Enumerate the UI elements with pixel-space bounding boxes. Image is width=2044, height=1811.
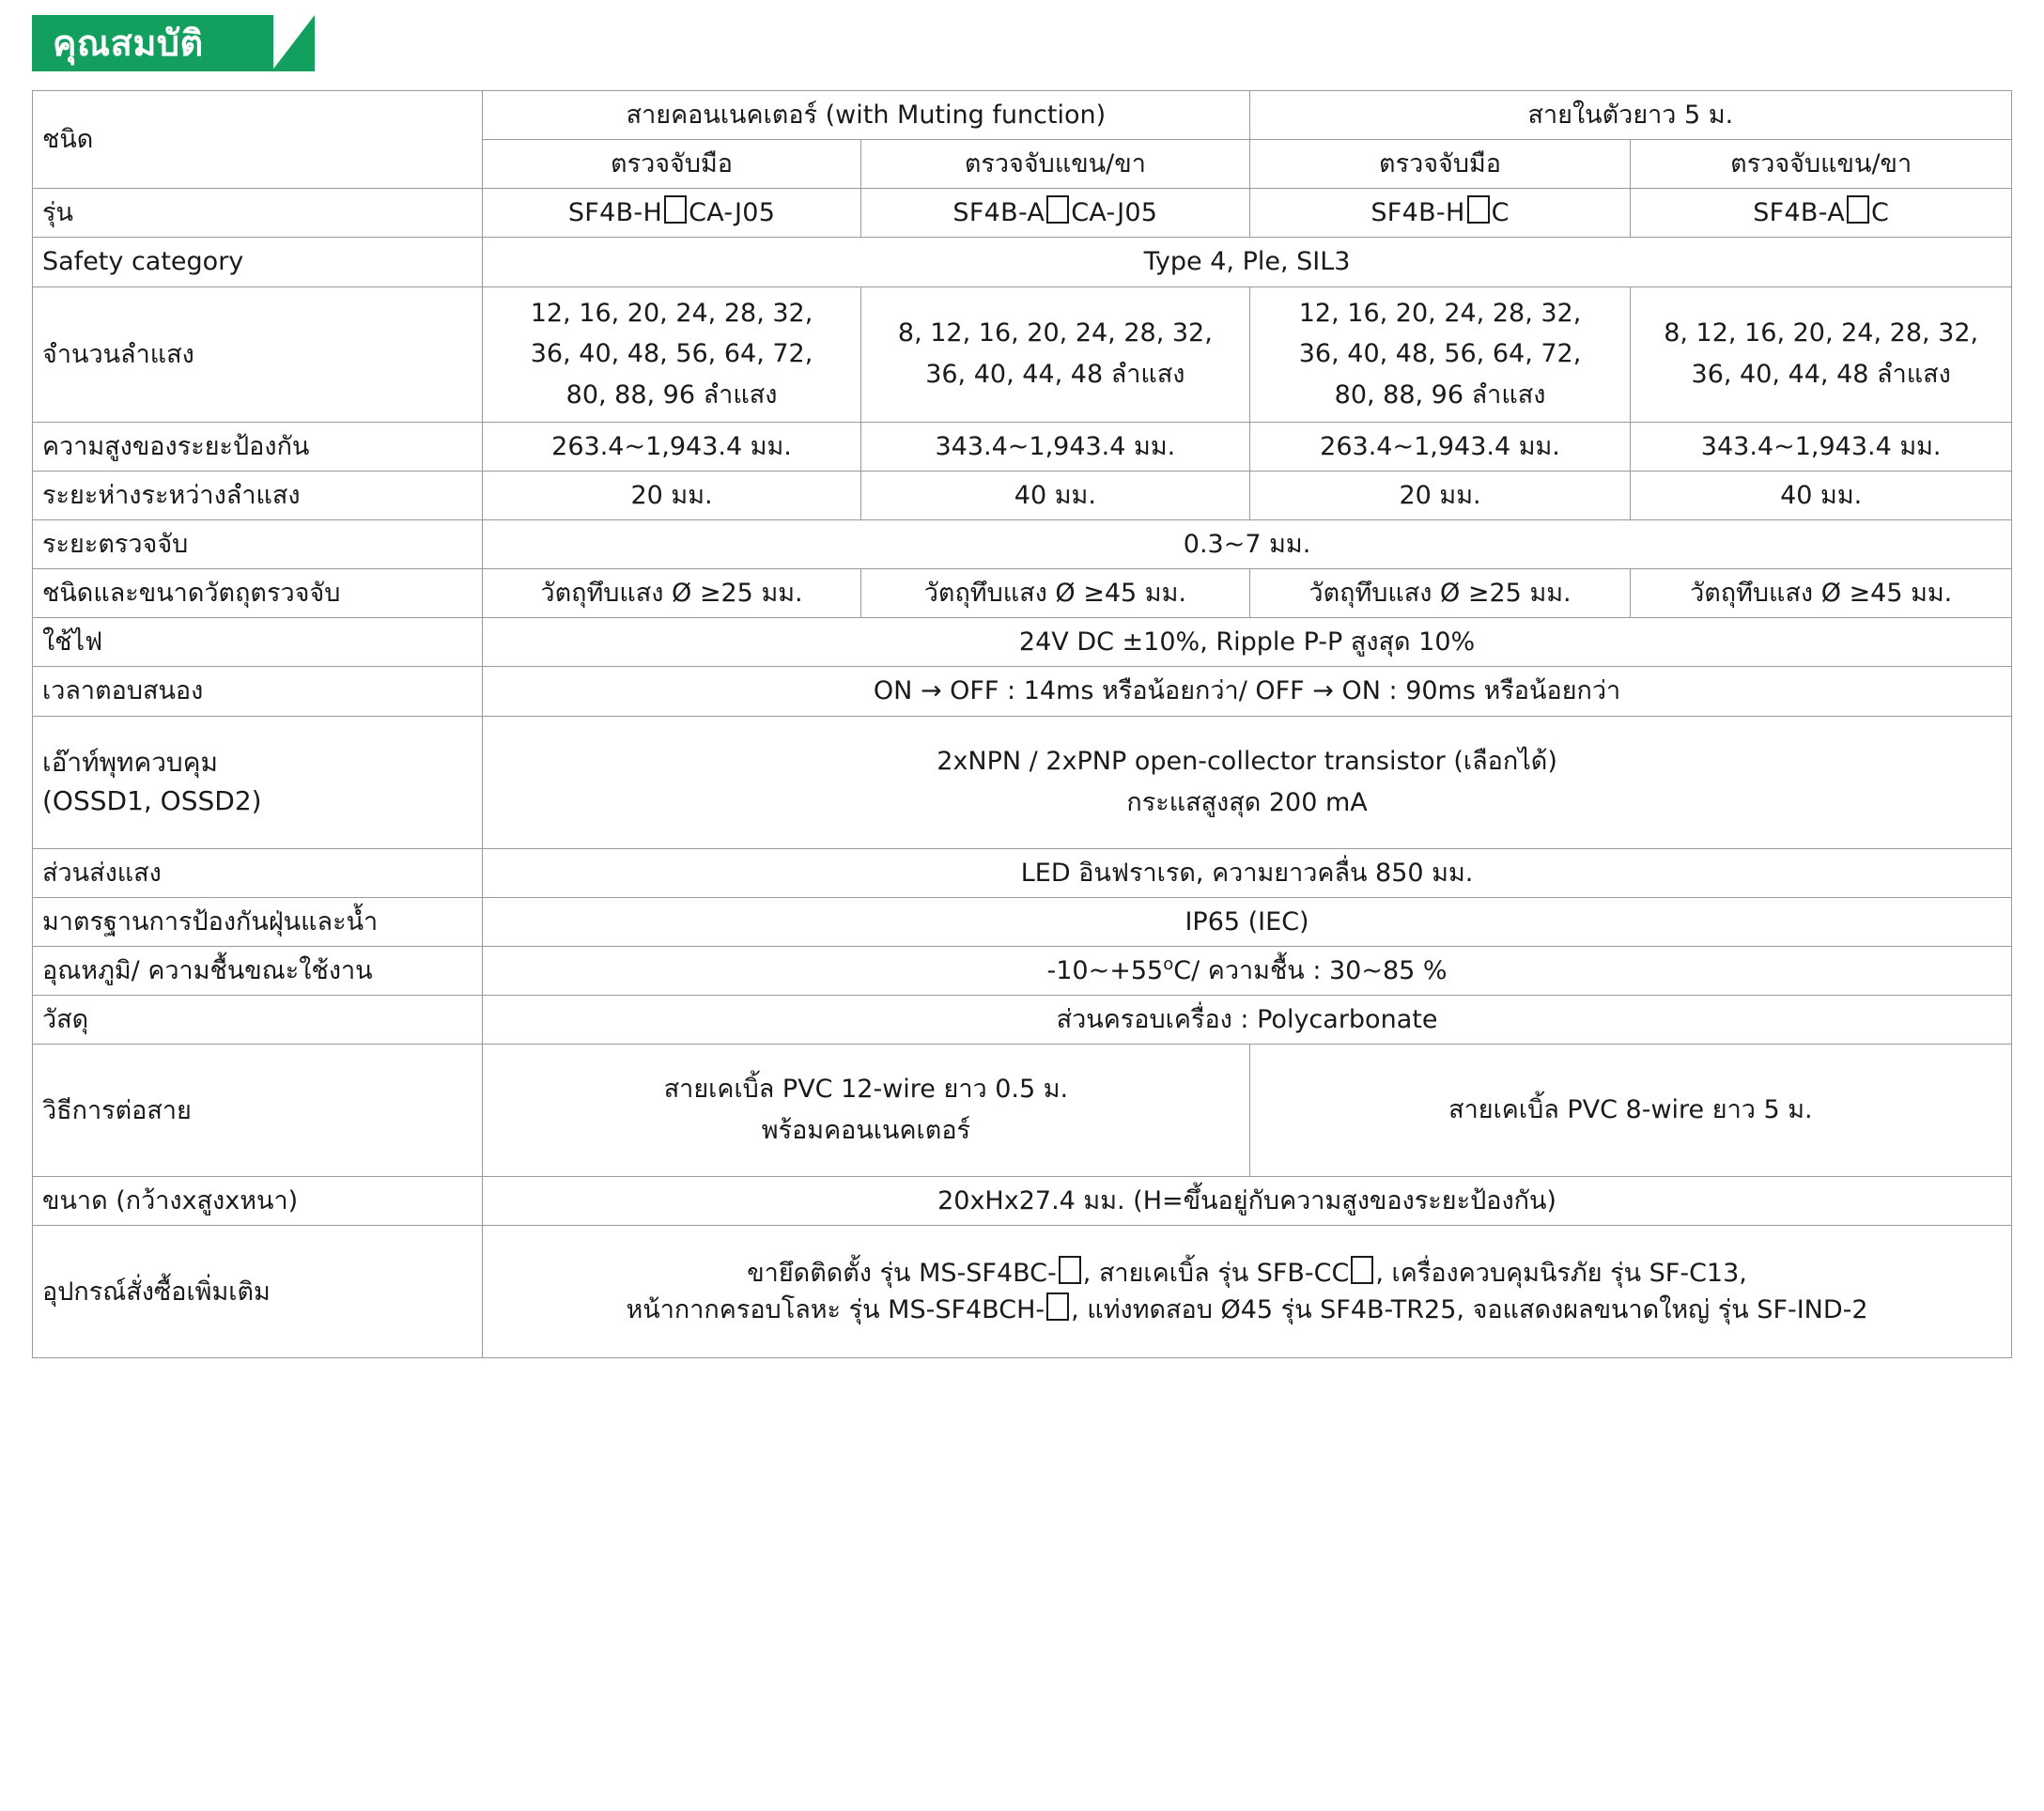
model-prefix-4: SF4B-A <box>1753 198 1845 228</box>
value-protection-height-3: 263.4~1,943.4 มม. <box>1249 422 1631 471</box>
table-row-emitter <box>33 848 2012 897</box>
accessory-text: หน้ากากครอบโลหะ รุ่น MS-SF4BCH- <box>626 1295 1045 1325</box>
value-power-supply: 24V DC ±10%, Ripple P-P สูงสุด 10% <box>483 618 2012 667</box>
value-beam-count-1 <box>483 286 861 422</box>
row-label-type: ชนิด <box>33 91 483 189</box>
value-beam-count-4 <box>1631 286 2012 422</box>
value-temperature-humidity <box>483 946 2012 995</box>
value-beam-count-3 <box>1249 286 1631 422</box>
model-suffix-2: CA-J05 <box>1071 198 1158 228</box>
wiring-line: พร้อมคอนเนคเตอร์ <box>761 1116 971 1146</box>
sub-header-armleg-2: ตรวจจับแขน/ขา <box>1631 140 2012 189</box>
value-protection-height-2: 343.4~1,943.4 มม. <box>860 422 1249 471</box>
banner-rule <box>32 69 2012 73</box>
table-row-dimensions <box>33 1177 2012 1226</box>
wiring-line: สายเคเบิ้ล PVC 12-wire ยาว 0.5 ม. <box>663 1075 1069 1105</box>
square-placeholder-icon <box>1351 1256 1373 1284</box>
beam-line: 8, 12, 16, 20, 24, 28, 32, <box>897 318 1213 348</box>
table-row-accessories <box>33 1226 2012 1358</box>
row-label-accessories: อุปกรณ์สั่งซื้อเพิ่มเติม <box>33 1226 483 1358</box>
wiring-line: สายเคเบิ้ล PVC 8-wire ยาว 5 ม. <box>1448 1095 1813 1125</box>
row-label-beam-pitch: ระยะห่างระหว่างลำแสง <box>33 471 483 519</box>
row-label-model: รุ่น <box>33 189 483 238</box>
model-prefix-1: SF4B-H <box>567 198 663 228</box>
table-row-protection-height <box>33 422 2012 471</box>
section-banner <box>32 15 2012 86</box>
model-prefix-3: SF4B-H <box>1370 198 1465 228</box>
value-protection-height-1: 263.4~1,943.4 มม. <box>483 422 861 471</box>
value-beam-pitch-4: 40 มม. <box>1631 471 2012 519</box>
row-label-sensing-range: ระยะตรวจจับ <box>33 520 483 569</box>
sub-header-armleg-1: ตรวจจับแขน/ขา <box>860 140 1249 189</box>
row-label-control-output-line2: (OSSD1, OSSD2) <box>42 784 262 816</box>
table-row-sensing-range <box>33 520 2012 569</box>
table-row-control-output <box>33 716 2012 848</box>
group-header-builtin-cable: สายในตัวยาว 5 ม. <box>1249 91 2011 140</box>
row-label-object-size: ชนิดและขนาดวัตถุตรวจจับ <box>33 569 483 618</box>
beam-line: 36, 40, 44, 48 ลำแสง <box>1691 360 1951 390</box>
control-output-line: 2xNPN / 2xPNP open-collector transistor (เลือกได้) <box>937 746 1557 776</box>
specification-table <box>32 90 2012 1358</box>
table-row-type-group <box>33 91 2012 140</box>
value-material: ส่วนครอบเครื่อง : Polycarbonate <box>483 996 2012 1045</box>
model-prefix-2: SF4B-A <box>952 198 1045 228</box>
row-label-emitter: ส่วนส่งแสง <box>33 848 483 897</box>
row-label-protection-height: ความสูงของระยะป้องกัน <box>33 422 483 471</box>
table-row-beam-pitch <box>33 471 2012 519</box>
temp-post: C/ ความชื้น : 30~85 % <box>1173 955 1448 985</box>
table-row-material <box>33 996 2012 1045</box>
square-placeholder-icon <box>1467 195 1490 224</box>
value-dimensions: 20xHx27.4 มม. (H=ขึ้นอยู่กับความสูงของระยะป้องกัน) <box>483 1177 2012 1226</box>
value-wiring-method-builtin <box>1249 1045 2011 1177</box>
table-row-object-size <box>33 569 2012 618</box>
row-label-beam-count: จำนวนลำแสง <box>33 286 483 422</box>
beam-line: 12, 16, 20, 24, 28, 32, <box>530 298 813 328</box>
sub-header-hand-2: ตรวจจับมือ <box>1249 140 1631 189</box>
accessory-text: , แท่งทดสอบ Ø45 รุ่น SF4B-TR25, จอแสดงผลขนาดใหญ่ รุ่น SF-IND-2 <box>1071 1295 1868 1325</box>
square-placeholder-icon <box>664 195 687 224</box>
value-object-size-3: วัตถุทึบแสง Ø ≥25 มม. <box>1249 569 1631 618</box>
row-label-control-output-line1: เอ๊าท์พุทควบคุม <box>42 747 218 779</box>
row-label-response-time: เวลาตอบสนอง <box>33 667 483 716</box>
banner-rule-dark <box>32 69 2012 71</box>
row-label-power-supply: ใช้ไฟ <box>33 618 483 667</box>
table-row-power-supply <box>33 618 2012 667</box>
square-placeholder-icon <box>1046 195 1069 224</box>
sub-header-hand-1: ตรวจจับมือ <box>483 140 861 189</box>
section-title: คุณสมบัติ <box>32 15 273 71</box>
table-row-temperature-humidity <box>33 946 2012 995</box>
model-cell-2 <box>860 189 1249 238</box>
beam-line: 36, 40, 48, 56, 64, 72, <box>530 339 813 369</box>
accessory-text: , สายเคเบิ้ล รุ่น SFB-CC <box>1082 1259 1350 1289</box>
beam-line: 8, 12, 16, 20, 24, 28, 32, <box>1664 318 1979 348</box>
model-cell-3 <box>1249 189 1631 238</box>
row-label-ip-rating: มาตรฐานการป้องกันฝุ่นและน้ำ <box>33 897 483 946</box>
accessory-text: ขายึดติดตั้ง รุ่น MS-SF4BC- <box>747 1259 1057 1289</box>
group-header-connector: สายคอนเนคเตอร์ (with Muting function) <box>483 91 1250 140</box>
model-cell-1 <box>483 189 861 238</box>
accessory-line-1 <box>492 1255 2002 1292</box>
value-object-size-2: วัตถุทึบแสง Ø ≥45 มม. <box>860 569 1249 618</box>
value-response-time: ON → OFF : 14ms หรือน้อยกว่า/ OFF → ON : 90ms หรือน้อยกว่า <box>483 667 2012 716</box>
model-suffix-1: CA-J05 <box>689 198 776 228</box>
value-accessories <box>483 1226 2012 1358</box>
value-beam-pitch-3: 20 มม. <box>1249 471 1631 519</box>
value-object-size-4: วัตถุทึบแสง Ø ≥45 มม. <box>1631 569 2012 618</box>
value-safety-category: Type 4, Ple, SIL3 <box>483 238 2012 286</box>
accessory-line-2 <box>492 1292 2002 1328</box>
beam-line: 12, 16, 20, 24, 28, 32, <box>1298 298 1582 328</box>
table-row-response-time <box>33 667 2012 716</box>
square-placeholder-icon <box>1059 1256 1081 1284</box>
accessory-text: , เครื่องควบคุมนิรภัย รุ่น SF-C13, <box>1375 1259 1747 1289</box>
table-row-beam-count <box>33 286 2012 422</box>
control-output-line: กระแสสูงสุด 200 mA <box>1126 787 1368 817</box>
row-label-control-output <box>33 716 483 848</box>
table-row-wiring-method <box>33 1045 2012 1177</box>
value-control-output <box>483 716 2012 848</box>
table-row-ip-rating <box>33 897 2012 946</box>
degree-symbol-icon: o <box>1163 953 1174 974</box>
temp-pre: -10~+55 <box>1046 955 1164 985</box>
value-wiring-method-connector <box>483 1045 1250 1177</box>
value-ip-rating: IP65 (IEC) <box>483 897 2012 946</box>
value-beam-pitch-2: 40 มม. <box>860 471 1249 519</box>
row-label-dimensions: ขนาด (กว้างxสูงxหนา) <box>33 1177 483 1226</box>
beam-line: 80, 88, 96 ลำแสง <box>1334 380 1546 410</box>
table-row-safety-category <box>33 238 2012 286</box>
beam-line: 36, 40, 44, 48 ลำแสง <box>925 360 1185 390</box>
beam-line: 80, 88, 96 ลำแสง <box>565 380 778 410</box>
value-object-size-1: วัตถุทึบแสง Ø ≥25 มม. <box>483 569 861 618</box>
value-beam-pitch-1: 20 มม. <box>483 471 861 519</box>
table-row-model <box>33 189 2012 238</box>
row-label-temperature-humidity: อุณหภูมิ/ ความชื้นขณะใช้งาน <box>33 946 483 995</box>
model-cell-4 <box>1631 189 2012 238</box>
square-placeholder-icon <box>1847 195 1869 224</box>
row-label-safety-category: Safety category <box>33 238 483 286</box>
spec-page <box>0 15 2044 1811</box>
value-emitter: LED อินฟราเรด, ความยาวคลื่น 850 มม. <box>483 848 2012 897</box>
value-sensing-range: 0.3~7 มม. <box>483 520 2012 569</box>
value-protection-height-4: 343.4~1,943.4 มม. <box>1631 422 2012 471</box>
beam-line: 36, 40, 48, 56, 64, 72, <box>1298 339 1582 369</box>
model-suffix-3: C <box>1491 198 1510 228</box>
value-beam-count-2 <box>860 286 1249 422</box>
square-placeholder-icon <box>1046 1292 1069 1321</box>
row-label-wiring-method: วิธีการต่อสาย <box>33 1045 483 1177</box>
model-suffix-4: C <box>1870 198 1890 228</box>
row-label-material: วัสดุ <box>33 996 483 1045</box>
